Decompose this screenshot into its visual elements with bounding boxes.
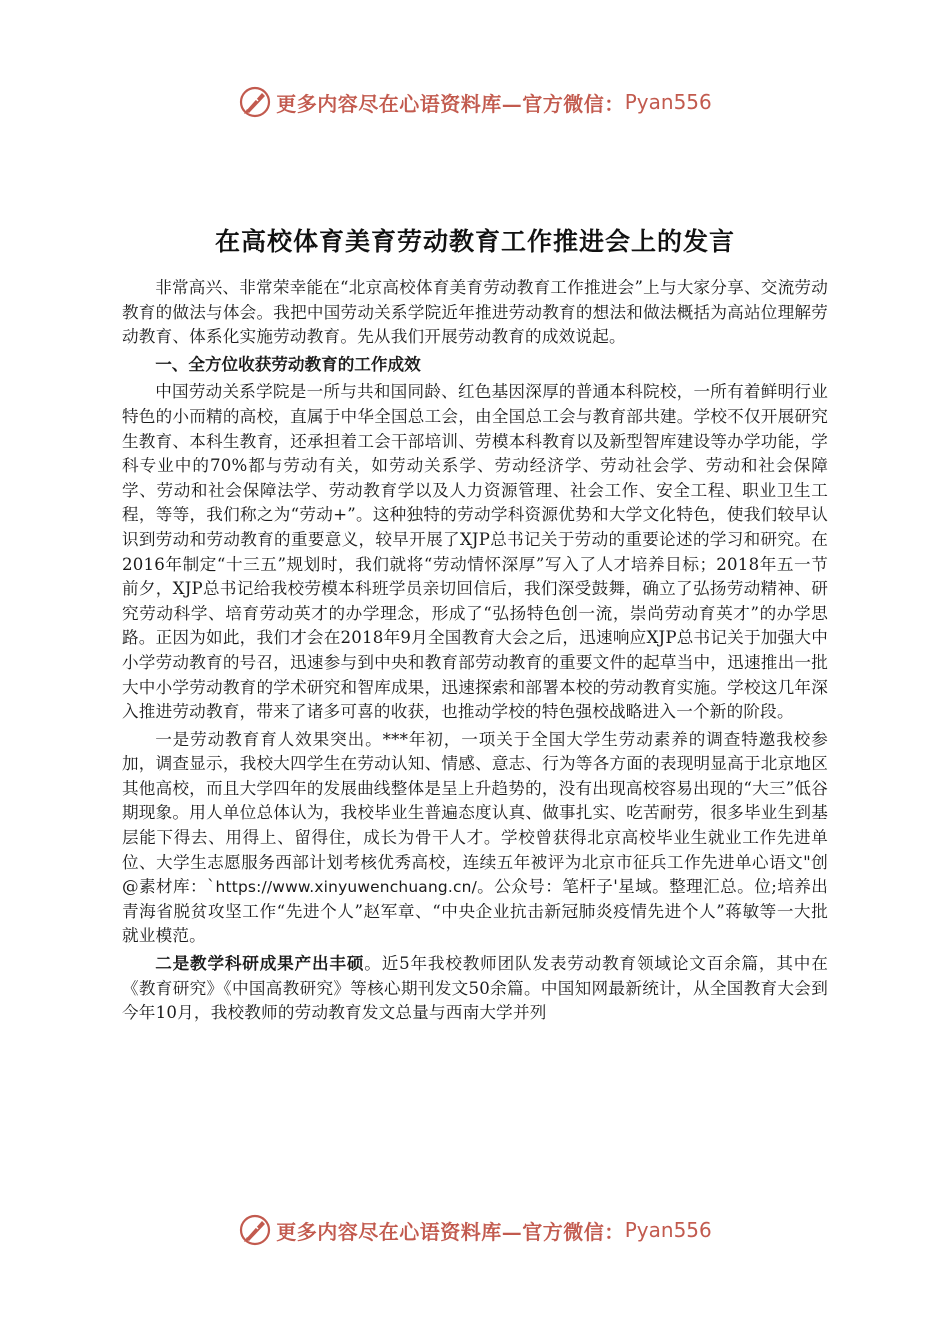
section-heading-1: 一、全方位收获劳动教育的工作成效	[155, 354, 421, 374]
point2-text: 。近5年我校教师团队发表劳动教育领域论文百余篇，其中在《教育研究》《中国高教研究》等核心期刊发文50余篇。中国知网最新统计，从全国教育大会到今年10月，我校教师的劳动教育发文总量与西南大学并列	[122, 954, 828, 1023]
header-banner	[0, 82, 950, 122]
document-body	[122, 222, 828, 1029]
point2-lead: 二是教学科研成果产出丰硕	[155, 954, 365, 974]
quill-pen-icon	[238, 1213, 272, 1247]
point1-url: https://www.xinyuwenchuang.cn/	[215, 878, 477, 897]
point1-text-b: 。公众号：笔杆子'星域。整理汇总。位;培养出青海省脱贫攻坚工作“先进个人”赵军章、“中央企业抗击新冠肺炎疫情先进个人”蒋敏等一大批就业模范。	[122, 877, 828, 946]
point1-text-a: 一是劳动教育育人效果突出。***年初，一项关于全国大学生劳动素养的调查特邀我校参加，调查显示，我校大四学生在劳动认知、情感、意志、行为等各方面的表现明显高于北京地区其他高校，而且大学四年的发展曲线整体是呈上升趋势的，没有出现高校容易出现的“大三”低谷期现象。用人单位总体认为，我校毕业生普遍态度认真、做事扎实、吃苦耐劳，很多毕业生到基层能下得去、用得上、留得住，成长为骨干人才。学校曾获得北京高校毕业生就业工作先进单位、大学生志愿服务西部计划考核优秀高校，连续五年被评为北京市征兵工作先进单心语文"创@素材库：`	[122, 729, 828, 897]
document-title: 在高校体育美育劳动教育工作推进会上的发言	[214, 227, 735, 256]
point1-paragraph	[122, 728, 828, 949]
section1-paragraph: 中国劳动关系学院是一所与共和国同龄、红色基因深厚的普通本科院校，一所有着鲜明行业特色的小而精的高校，直属于中华全国总工会，由全国总工会与教育部共建。学校不仅开展研究生教育、本科生教育，还承担着工会干部培训、劳模本科教育以及新型智库建设等办学功能，学科专业中的70%都与劳动有关，如劳动关系学、劳动经济学、劳动社会学、劳动和社会保障学、劳动和社会保障法学、劳动教育学以及人力资源管理、社会工作、安全工程、职业卫生工程，等等，我们称之为“劳动+”。这种独特的劳动学科资源优势和大学文化特色，使我们较早认识到劳动和劳动教育的重要意义，较早开展了XJP总书记关于劳动的重要论述的学习和研究。在2016年制定“十三五”规划时，我们就将“劳动情怀深厚”写入了人才培养目标；2018年五一节前夕，XJP总书记给我校劳模本科班学员亲切回信后，我们深受鼓舞，确立了弘扬劳动精神、研究劳动科学、培育劳动英才的办学理念，形成了“弘扬特色创一流，崇尚劳动育英才”的办学思路。正因为如此，我们才会在2018年9月全国教育大会之后，迅速响应XJP总书记关于加强大中小学劳动教育的号召，迅速参与到中央和教育部劳动教育的重要文件的起草当中，迅速推出一批大中小学劳动教育的学术研究和智库成果，迅速探索和部署本校的劳动教育实施。学校这几年深入推进劳动教育，带来了诸多可喜的收获，也推动学校的特色强校战略进入一个新的阶段。	[122, 382, 828, 722]
wechat-id: Pyan556	[624, 1218, 712, 1242]
footer-banner	[0, 1210, 950, 1250]
banner-text: 更多内容尽在心语资料库—官方微信：	[276, 1219, 625, 1244]
banner-text: 更多内容尽在心语资料库—官方微信：	[276, 91, 625, 116]
intro-paragraph: 非常高兴、非常荣幸能在“北京高校体育美育劳动教育工作推进会”上与大家分享、交流劳动教育的做法与体会。我把中国劳动关系学院近年推进劳动教育的想法和做法概括为高站位理解劳动教育、体系化实施劳动教育。先从我们开展劳动教育的成效说起。	[122, 278, 828, 347]
point2-paragraph	[122, 952, 828, 1026]
quill-pen-icon	[238, 85, 272, 119]
wechat-id: Pyan556	[624, 90, 712, 114]
